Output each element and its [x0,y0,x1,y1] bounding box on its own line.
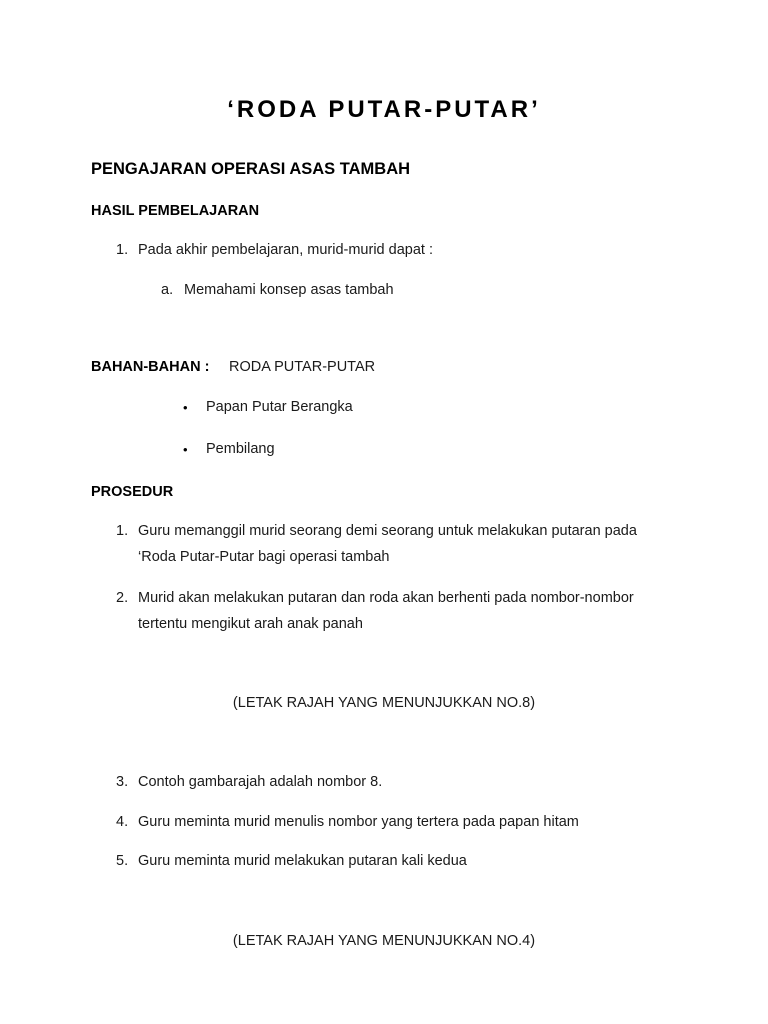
step-line: tertentu mengikut arah anak panah [138,616,363,632]
bullet-icon: • [183,400,188,415]
figure-placeholder: (LETAK RAJAH YANG MENUNJUKKAN NO.8) [232,695,536,711]
step-number: 4. [116,814,129,830]
outcome-subitem-letter: a. [161,282,174,298]
material-item: Papan Putar Berangka [206,399,353,415]
outcome-text: Pada akhir pembelajaran, murid-murid dapat : [138,242,433,258]
step-line: Guru memanggil murid seorang demi seorang untuk melakukan putaran pada [138,523,637,539]
step-number: 1. [116,523,129,539]
step-line: Guru meminta murid melakukan putaran kali kedua [138,853,467,869]
step-line: Murid akan melakukan putaran dan roda akan berhenti pada nombor-nombor [138,590,634,606]
step-number: 5. [116,853,129,869]
step-line: Guru meminta murid menulis nombor yang tertera pada papan hitam [138,814,579,830]
procedure-heading: PROSEDUR [91,484,174,500]
figure-placeholder: (LETAK RAJAH YANG MENUNJUKKAN NO.4) [232,933,536,949]
materials-label: BAHAN-BAHAN : [91,359,210,375]
section-heading: PENGAJARAN OPERASI ASAS TAMBAH [91,160,411,178]
bullet-icon: • [183,442,188,457]
step-number: 3. [116,774,129,790]
materials-value: RODA PUTAR-PUTAR [229,359,376,375]
learning-outcomes-heading: HASIL PEMBELAJARAN [91,203,260,219]
step-line: ‘Roda Putar-Putar bagi operasi tambah [138,549,390,565]
outcome-subitem-text: Memahami konsep asas tambah [184,282,394,298]
step-line: Contoh gambarajah adalah nombor 8. [138,774,383,790]
step-number: 2. [116,590,129,606]
material-item: Pembilang [206,441,275,457]
outcome-number: 1. [116,242,129,258]
document-title: ‘RODA PUTAR-PUTAR’ [227,96,541,123]
